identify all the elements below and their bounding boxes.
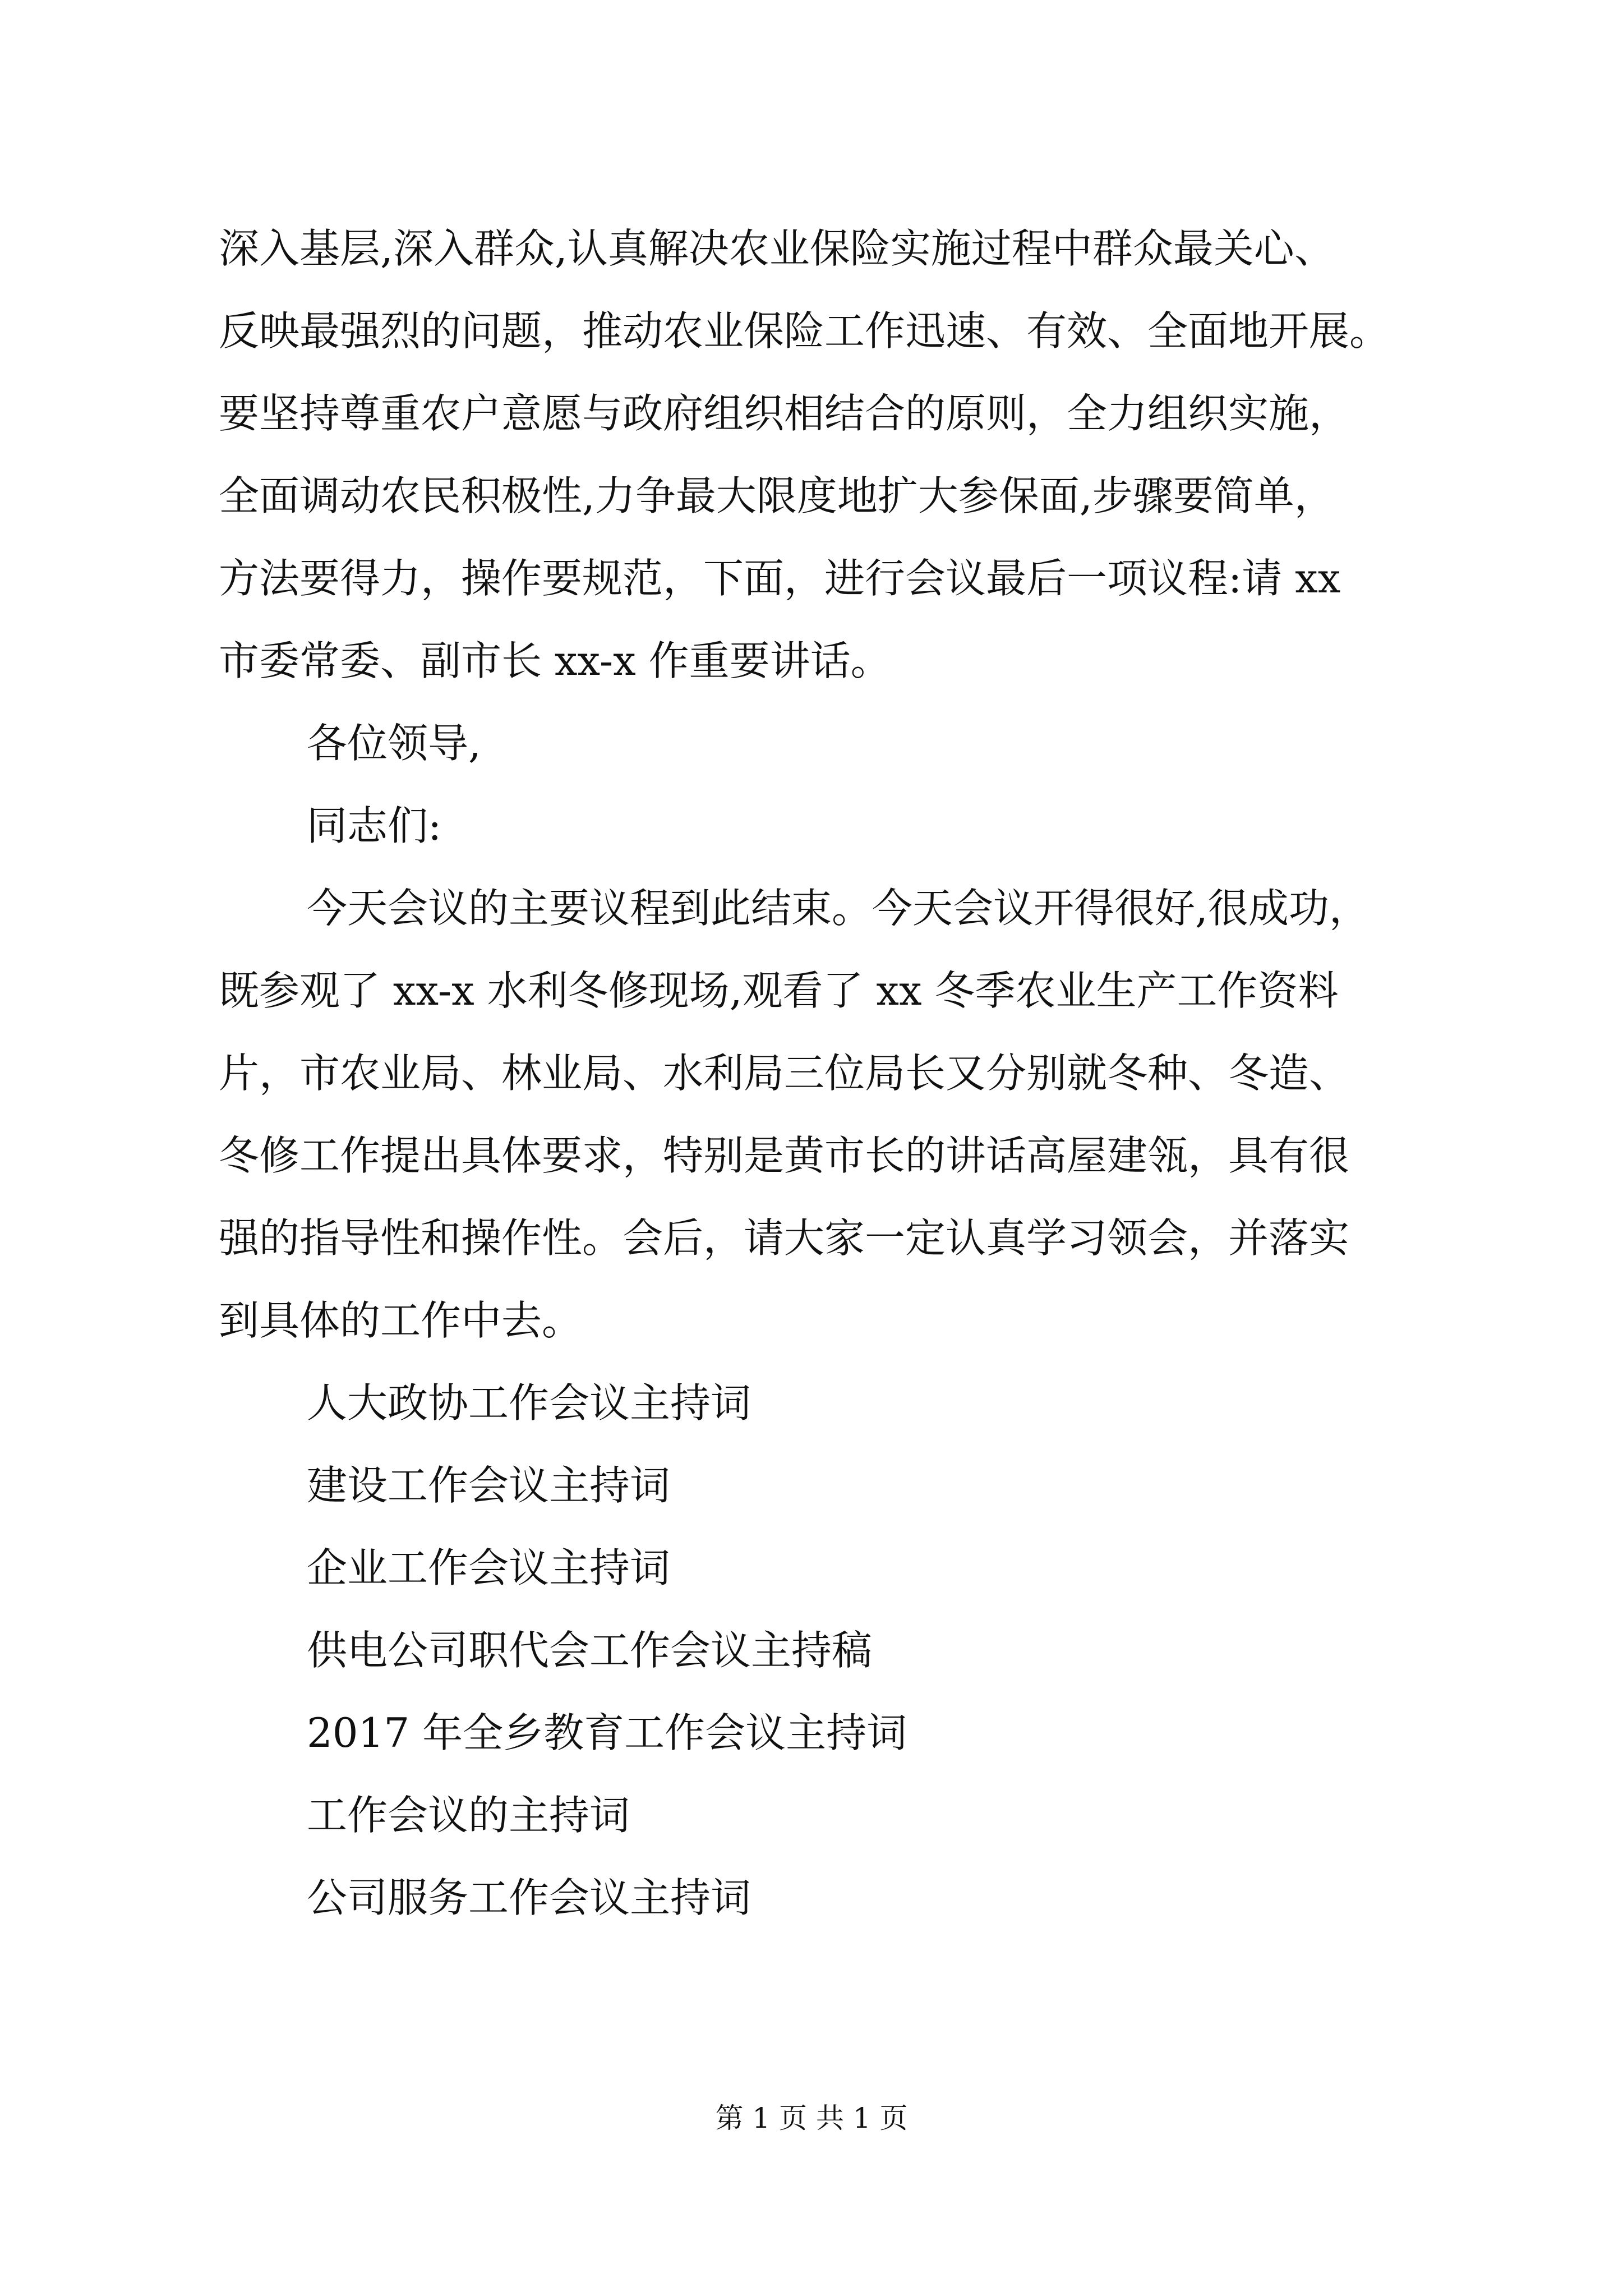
- paragraph1-line: 要坚持尊重农户意愿与政府组织相结合的原则，全力组织实施，: [219, 390, 1350, 437]
- paragraph2-line: 既参观了 xx-x 水利冬修现场,观看了 xx 冬季农业生产工作资料: [219, 967, 1339, 1014]
- page-number-footer: 第 1 页 共 1 页: [715, 2102, 908, 2134]
- related-title: 工作会议的主持词: [307, 1792, 630, 1839]
- related-title: 人大政协工作会议主持词: [307, 1379, 751, 1427]
- paragraph2-line: 冬修工作提出具体要求，特别是黄市长的讲话高屋建瓴，具有很: [219, 1132, 1350, 1179]
- related-title: 企业工作会议主持词: [307, 1544, 671, 1591]
- paragraph1-line: 全面调动农民积极性,力争最大限度地扩大参保面,步骤要简单，: [219, 472, 1335, 519]
- salutation-comrades: 同志们:: [307, 802, 442, 849]
- paragraph1-line: 方法要得力，操作要规范，下面，进行会议最后一项议程:请 xx: [219, 555, 1341, 602]
- document-body: [219, 208, 1430, 1939]
- paragraph1-line: 深入基层,深入群众,认真解决农业保险实施过程中群众最关心、: [219, 225, 1335, 272]
- related-title: 供电公司职代会工作会议主持稿: [307, 1627, 873, 1674]
- paragraph1-line: 市委常委、副市长 xx-x 作重要讲话。: [219, 637, 891, 684]
- related-title: 2017 年全乡教育工作会议主持词: [307, 1709, 907, 1756]
- paragraph2-line: 强的指导性和操作性。会后，请大家一定认真学习领会，并落实: [219, 1214, 1350, 1262]
- paragraph1-line: 反映最强烈的问题，推动农业保险工作迅速、有效、全面地开展。: [219, 307, 1390, 355]
- paragraph2-line: 片，市农业局、林业局、水利局三位局长又分别就冬种、冬造、: [219, 1050, 1350, 1097]
- related-title: 建设工作会议主持词: [307, 1462, 671, 1509]
- paragraph2-line: 今天会议的主要议程到此结束。今天会议开得很好,很成功，: [307, 885, 1370, 932]
- related-title: 公司服务工作会议主持词: [307, 1874, 751, 1921]
- salutation-leaders: 各位领导,: [307, 720, 481, 767]
- paragraph2-line: 到具体的工作中去。: [219, 1297, 583, 1344]
